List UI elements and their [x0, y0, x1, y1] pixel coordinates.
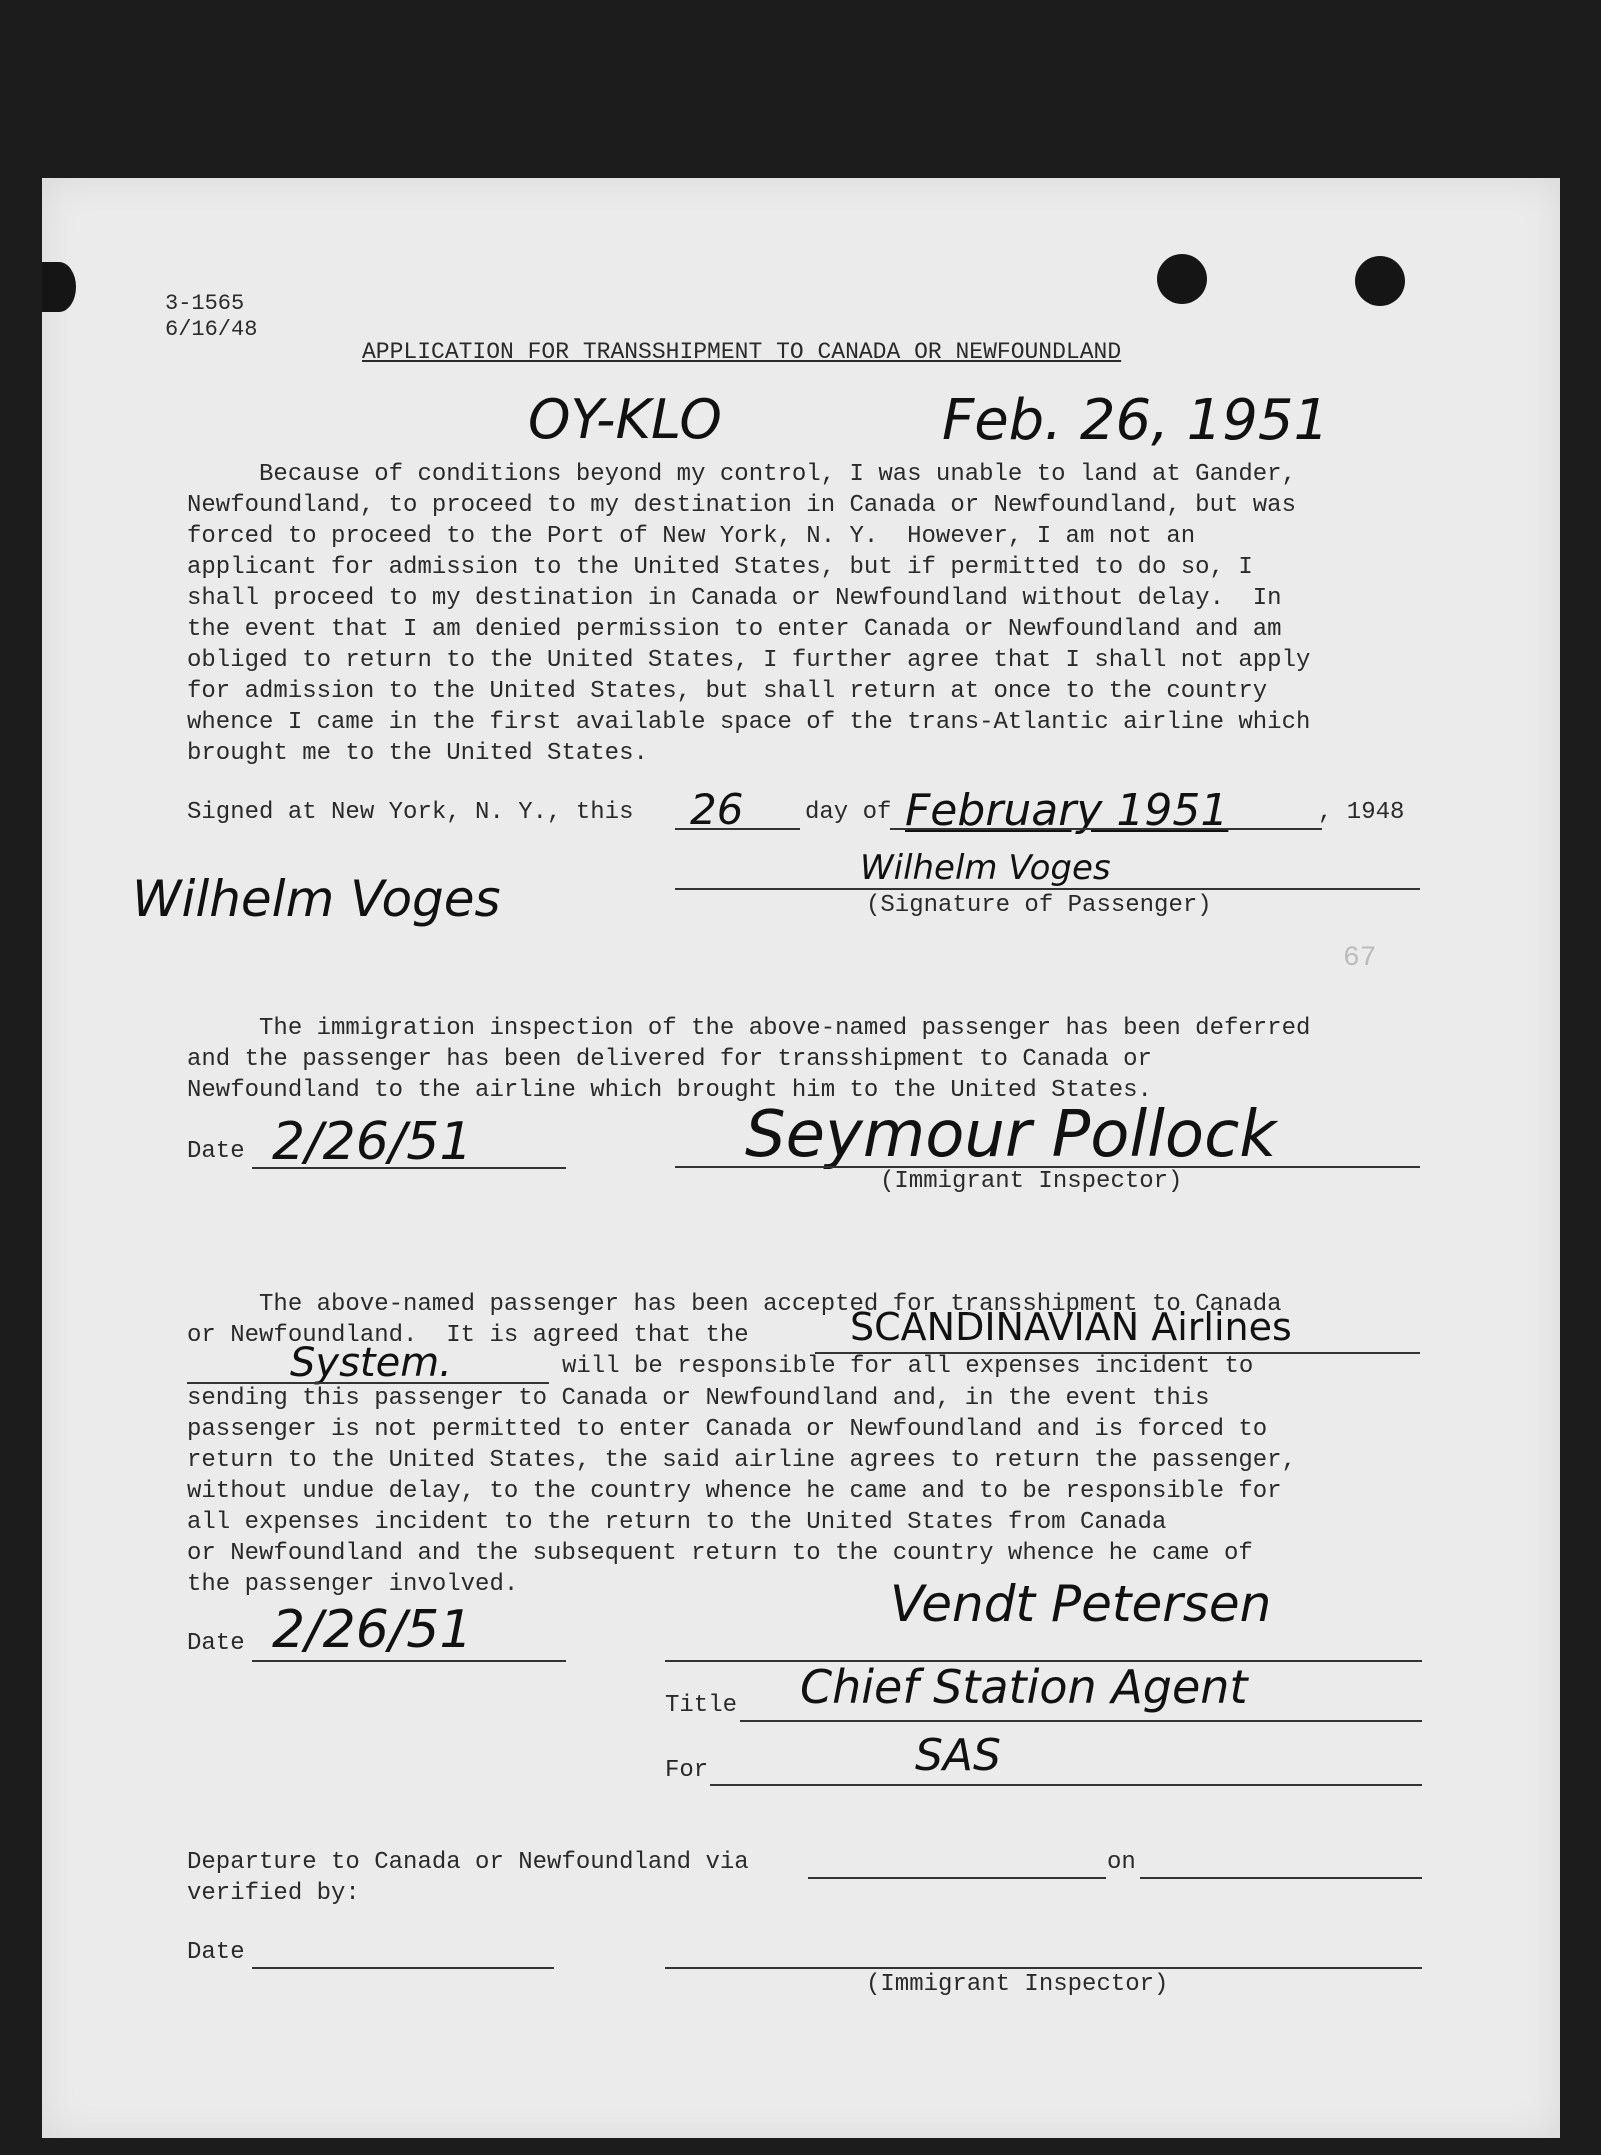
airline-handwritten-cont: System. [290, 1340, 452, 1386]
text-line: or Newfoundland and the subsequent return to the country whence he came of [187, 1540, 1253, 1567]
on-label: on [1107, 1849, 1136, 1876]
flight-number-handwritten: OY-KLO [528, 388, 722, 451]
paragraph-inspection-deferred [187, 1013, 1310, 1106]
airline-handwritten: SCANDINAVIAN Airlines [850, 1305, 1292, 1349]
inspector-signature: Seymour Pollock [745, 1098, 1277, 1172]
date-line [252, 1167, 566, 1169]
date-handwritten: Feb. 26, 1951 [942, 388, 1330, 453]
year-printed: , 1948 [1318, 799, 1405, 826]
bottom-inspector-label: (Immigrant Inspector) [866, 1971, 1169, 1998]
month-line [890, 828, 1322, 830]
stamp-number: 67 [1343, 943, 1377, 974]
for-line [710, 1784, 1422, 1786]
text-line: Newfoundland, to proceed to my destination in Canada or Newfoundland, but was [187, 492, 1296, 519]
text-line: all expenses incident to the return to the United States from Canada [187, 1509, 1167, 1536]
bottom-date-label: Date [187, 1939, 245, 1966]
text-line: Newfoundland to the airline which brought him to the United States. [187, 1077, 1152, 1104]
text-line: or Newfoundland. It is agreed that the [187, 1322, 749, 1349]
title-handwritten: Chief Station Agent [800, 1660, 1248, 1714]
text-line: return to the United States, the said airline agrees to return the passenger, [187, 1447, 1296, 1474]
departure-on-line [1140, 1877, 1422, 1879]
for-handwritten: SAS [915, 1730, 1001, 1781]
date-label: Date [187, 1138, 245, 1165]
passenger-name-handwritten: Wilhelm Voges [132, 870, 501, 928]
for-label: For [665, 1757, 709, 1784]
departure-via-line [808, 1877, 1106, 1879]
text-line: the event that I am denied permission to enter Canada or Newfoundland and am [187, 616, 1282, 643]
text-line: and the passenger has been delivered for transshipment to Canada or [187, 1046, 1152, 1073]
date2-handwritten: 2/26/51 [272, 1112, 473, 1172]
form-number: 3-1565 [165, 291, 245, 316]
title-label: Title [665, 1692, 738, 1719]
punch-hole [1157, 254, 1207, 304]
text-line: sending this passenger to Canada or Newfoundland and, in the event this [187, 1385, 1210, 1412]
text-line: Because of conditions beyond my control, I was unable to land at Gander, [187, 461, 1296, 488]
bottom-date-line [252, 1967, 554, 1969]
immigrant-inspector-label: (Immigrant Inspector) [880, 1168, 1183, 1195]
date-line [252, 1660, 566, 1662]
agent-signature: Vendt Petersen [890, 1575, 1272, 1633]
text-line: applicant for admission to the United States, but if permitted to do so, I [187, 554, 1253, 581]
day-of-label: day of [805, 799, 892, 826]
text-line: The immigration inspection of the above-named passenger has been deferred [187, 1015, 1311, 1042]
text-line: without undue delay, to the country whence he came and to be responsible for [187, 1478, 1282, 1505]
text-line: passenger is not permitted to enter Canada or Newfoundland and is forced to [187, 1416, 1268, 1443]
signature-of-passenger-label: (Signature of Passenger) [866, 892, 1212, 919]
verified-by-label: verified by: [187, 1880, 360, 1907]
text-line: The above-named passenger has been accepted for transshipment to Canada [187, 1291, 1282, 1318]
departure-label: Departure to Canada or Newfoundland via [187, 1849, 749, 1876]
title-line [740, 1720, 1422, 1722]
punch-hole [1355, 256, 1405, 306]
signed-month-handwritten: February 1951 [905, 785, 1229, 836]
text-line: whence I came in the first available space of the trans-Atlantic airline which [187, 709, 1311, 736]
text-line: for admission to the United States, but shall return at once to the country [187, 678, 1268, 705]
signed-day-handwritten: 26 [690, 785, 744, 834]
text-line: brought me to the United States. [187, 740, 648, 767]
form-title: APPLICATION FOR TRANSSHIPMENT TO CANADA OR NEWFOUNDLAND [362, 339, 1122, 365]
date-label: Date [187, 1630, 245, 1657]
passenger-signature: Wilhelm Voges [860, 848, 1111, 888]
paragraph-passenger-statement [187, 459, 1310, 769]
text-line: will be responsible for all expenses incident to [562, 1353, 1254, 1380]
text-line: shall proceed to my destination in Canada or Newfoundland without delay. In [187, 585, 1282, 612]
date3-handwritten: 2/26/51 [272, 1600, 473, 1660]
paragraph-airline-responsibility [187, 1383, 1296, 1600]
signed-at-label: Signed at New York, N. Y., this [187, 799, 634, 826]
day-line [675, 828, 800, 830]
text-line: the passenger involved. [187, 1571, 519, 1598]
text-line: obliged to return to the United States, I further agree that I shall not apply [187, 647, 1311, 674]
form-date: 6/16/48 [165, 317, 258, 342]
punch-hole [42, 262, 76, 312]
text-line: forced to proceed to the Port of New York, N. Y. However, I am not an [187, 523, 1196, 550]
